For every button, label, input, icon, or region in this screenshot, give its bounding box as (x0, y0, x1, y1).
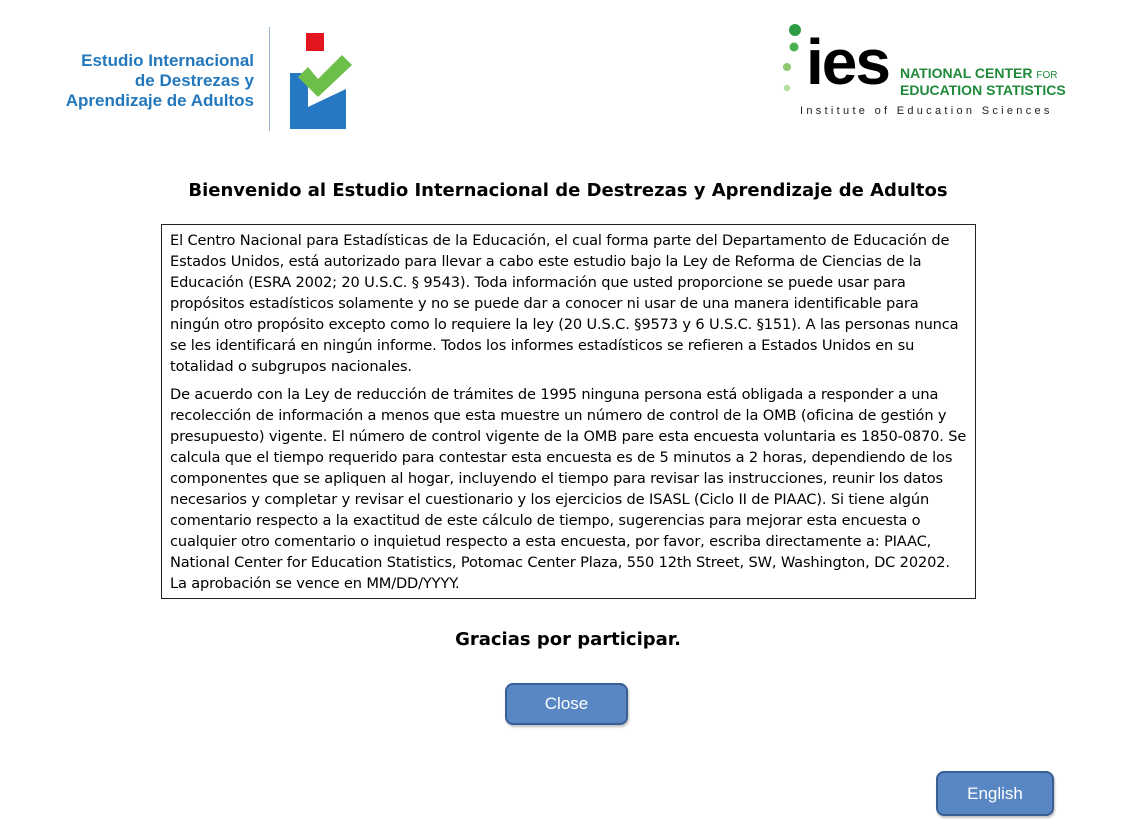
logo-divider (269, 27, 270, 131)
piaac-logo-line-1: Estudio Internacional (81, 51, 254, 70)
ies-subtitle: Institute of Education Sciences (800, 105, 1053, 117)
ies-wordmark: ies (806, 26, 889, 98)
piaac-logo-text (66, 51, 254, 111)
nces-name (900, 66, 1066, 98)
ies-nces-logo (778, 20, 1078, 124)
nces-line-1: NATIONAL CENTER (900, 65, 1033, 81)
piaac-logo (56, 25, 358, 135)
privacy-notice-box (161, 224, 976, 599)
piaac-logo-line-3: Aprendizaje de Adultos (65, 91, 254, 110)
nces-for: FOR (1036, 70, 1058, 81)
piaac-logo-line-2: de Destrezas y (134, 71, 254, 90)
checkmark-box-icon (286, 33, 352, 129)
page-title: Bienvenido al Estudio Internacional de Destrezas y Aprendizaje de Adultos (188, 180, 948, 201)
thanks-message: Gracias por participar. (455, 629, 681, 650)
close-button[interactable]: Close (505, 683, 628, 725)
privacy-paragraph: El Centro Nacional para Estadísticas de la Educación, el cual forma parte del Departamento de Educación de Estados Unidos, está autorizado para llevar a cabo este estudio bajo la Ley de Reforma de Ciencias de la Educación (ESRA 2002; 20 U.S.C. § 9543). Toda información que usted proporcione se puede usar para propósitos estadísticos solamente y no se puede dar a conocer ni usar de una manera identificable para ningún otro propósito excepto como lo requiere la ley (20 U.S.C. §9573 y 6 U.S.C. §151). A las personas nunca se les identificará en ningún informe. Todos los informes estadísticos se refieren a Estados Unidos en su totalidad o subgrupos nacionales. (170, 232, 959, 375)
paperwork-paragraph: De acuerdo con la Ley de reducción de trámites de 1995 ninguna persona está obligada a responder a una recolección de información a menos que esta muestre un número de control de la OMB (oficina de gestión y presupuesto) vigente. El número de control vigente de la OMB pare esta encuesta voluntaria es 1850-0870. Se calcula que el tiempo requerido para contestar esta encuesta es de 5 minutos a 2 horas, dependiendo de los componentes que se apliquen al hogar, incluyendo el tiempo para revisar las instrucciones, reunir los datos necesarios y completar y revisar el cuestionario y los ejercicios de ISASL (Ciclo II de PIAAC). Si tiene algún comentario respecto a la exactitud de este cálculo de tiempo, sugerencias para mejorar esta encuesta o cualquier otro comentario o inquietud respecto a esta encuesta, por favor, escriba directamente a: PIAAC, National Center for Education Statistics, Potomac Center Plaza, 550 12th Street, SW, Washington, DC 20202. La aprobación se vence en MM/DD/YYYY. (170, 386, 967, 592)
nces-line-2: EDUCATION STATISTICS (900, 82, 1066, 98)
english-language-button[interactable]: English (936, 771, 1054, 816)
